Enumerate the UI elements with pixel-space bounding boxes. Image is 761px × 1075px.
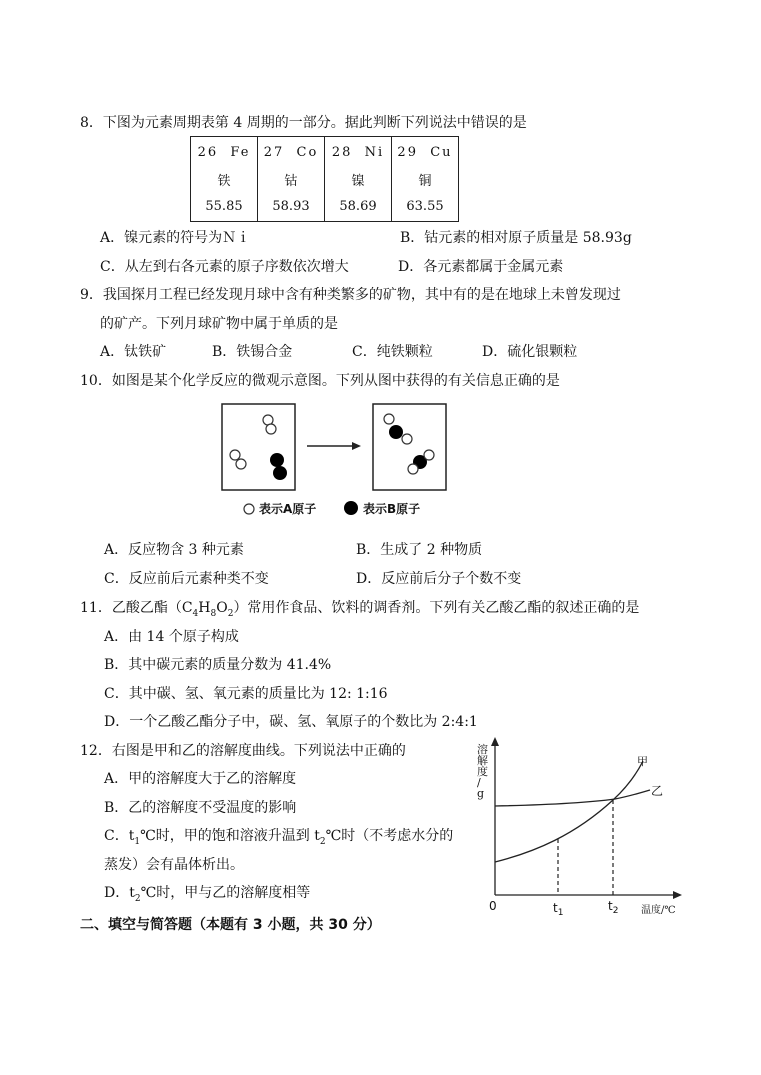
q11-option-d: D．一个乙酸乙酯分子中，碳、氢、氧原子的个数比为 2:4:1 xyxy=(104,714,478,730)
q10-option-a: A．反应物含 3 种元素 xyxy=(104,542,244,558)
origin-label: 0 xyxy=(489,899,497,913)
y-axis-arrow xyxy=(491,737,499,746)
atom-a xyxy=(384,414,394,424)
q8-option-a: A．镍元素的符号为Ｎｉ xyxy=(100,230,251,246)
q9-stem-line1: 9．我国探月工程已经发现月球中含有种类繁多的矿物，其中有的是在地球上未曾发现过 xyxy=(80,287,621,303)
q11-stem: 11．乙酸乙酯$(C_4H_8O_2)$常用作食品、饮料的调香剂。下列有关乙酸乙酯的叙述正确的是 xyxy=(80,600,640,619)
q12-option-a: A．甲的溶解度大于乙的溶解度 xyxy=(104,771,297,787)
q9-option-d: D．硫化银颗粒 xyxy=(482,344,578,360)
q8-option-b: B．钴元素的相对原子质量是 58.93g xyxy=(400,230,632,246)
x-axis-label: 温度/℃ xyxy=(641,905,676,916)
atom-a xyxy=(408,464,418,474)
solubility-curve-graph xyxy=(475,735,695,920)
curve-jia xyxy=(495,761,643,862)
q12-option-c-line2: 蒸发）会有晶体析出。 xyxy=(104,857,244,873)
q11-option-c: C．其中碳、氢、氧元素的质量比为 12: 1:16 xyxy=(104,686,388,702)
t2-label: $t_2$ xyxy=(608,899,619,916)
atom-b xyxy=(389,425,403,439)
legend-atom-a-icon xyxy=(244,504,254,514)
curve-yi xyxy=(495,790,650,806)
q10-option-c: C．反应前后元素种类不变 xyxy=(104,571,269,587)
q10-option-b: B．生成了 2 种物质 xyxy=(356,542,483,558)
q10-stem: 10．如图是某个化学反应的微观示意图。下列从图中获得的有关信息正确的是 xyxy=(80,373,560,389)
q8-option-c: C．从左到右各元素的原子序数依次增大 xyxy=(100,259,349,275)
legend-atom-b-icon xyxy=(344,501,358,515)
periodic-table-fragment xyxy=(190,136,459,222)
t1-label: $t_1$ xyxy=(553,901,564,918)
atom-a xyxy=(266,424,276,434)
arrow-head xyxy=(352,442,361,450)
q8-stem: 8．下图为元素周期表第 4 周期的一部分。据此判断下列说法中错误的是 xyxy=(80,115,527,131)
element-cell-cu: 29 Cu 铜 63.55 xyxy=(392,137,459,222)
atom-a xyxy=(236,459,246,469)
element-cell-fe: 26 Fe 铁 55.85 xyxy=(191,137,258,222)
curve-jia-label: 甲 xyxy=(637,755,648,768)
q9-stem-line2: 的矿产。下列月球矿物中属于单质的是 xyxy=(100,316,338,332)
atom-b xyxy=(273,466,287,480)
q11-option-a: A．由 14 个原子构成 xyxy=(104,629,239,645)
q9-option-a: A．钛铁矿 xyxy=(100,344,167,360)
q12-option-c-line1: C．$t_1℃$时，甲的饱和溶液升温到 $t_2℃$时（不考虑水分的 xyxy=(104,828,454,847)
atom-a xyxy=(424,450,434,460)
q12-option-d: D．$t_2℃$时，甲与乙的溶解度相等 xyxy=(104,885,311,904)
q9-option-c: C．纯铁颗粒 xyxy=(352,344,433,360)
legend-atom-a-label: 表示A原子 xyxy=(259,502,317,516)
q12-stem: 12．右图是甲和乙的溶解度曲线。下列说法中正确的 xyxy=(80,743,406,759)
section-2-heading: 二、填空与简答题（本题有 3 小题，共 30 分） xyxy=(80,917,381,933)
curve-yi-label: 乙 xyxy=(651,784,664,798)
reaction-micro-diagram xyxy=(215,398,455,523)
atom-a xyxy=(402,434,412,444)
q12-option-b: B．乙的溶解度不受温度的影响 xyxy=(104,800,297,816)
legend-atom-b-label: 表示B原子 xyxy=(363,502,421,516)
q9-option-b: B．铁锡合金 xyxy=(212,344,293,360)
element-cell-ni: 28 Ni 镍 58.69 xyxy=(325,137,392,222)
atom-a xyxy=(230,450,240,460)
y-axis-label: 溶解度/ g xyxy=(477,743,488,800)
x-axis-arrow xyxy=(673,891,682,899)
q10-option-d: D．反应前后分子个数不变 xyxy=(356,571,522,587)
q11-option-b: B．其中碳元素的质量分数为 41.4% xyxy=(104,657,332,673)
element-cell-co: 27 Co 钴 58.93 xyxy=(258,137,325,222)
q8-option-d: D．各元素都属于金属元素 xyxy=(398,259,564,275)
atom-b xyxy=(270,453,284,467)
